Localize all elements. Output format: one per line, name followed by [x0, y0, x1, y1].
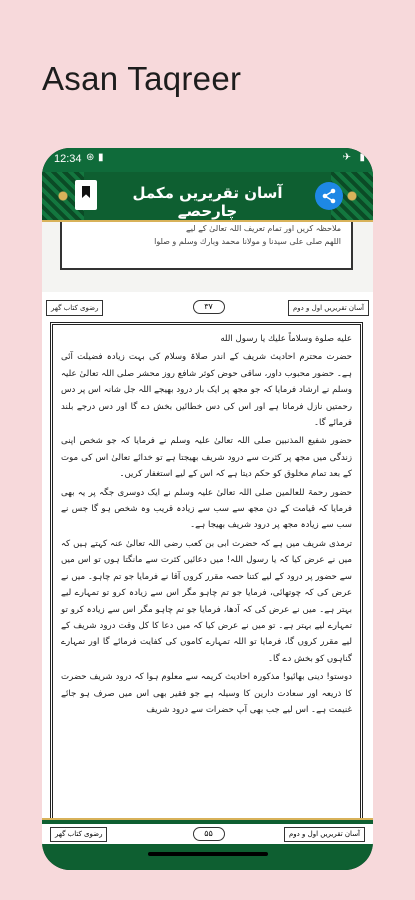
page-line: ملاحظہ کریں اور تمام تعریف اللہ تعالیٰ کے لیے: [186, 224, 341, 233]
page-line: اللهم صلى على سيدنا و مولانا محمد وبارك وسلم و صلوا: [154, 237, 341, 246]
phone-frame: [42, 148, 373, 870]
footer-page-number: ۵۵: [193, 827, 225, 841]
app-bar: [42, 172, 373, 222]
page-header-book-title: آسان تقریریں اول و دوم: [288, 300, 369, 316]
paragraph: ترمذی شریف میں ہے کہ حضرت ابی بن کعب رضی اللہ تعالیٰ عنہ کہتے ہیں کہ میں نے عرض کیا کہ یا رسول اللہ! میں دعائیں کثرت سے مانگتا ہوں تو اس میں سے حضور پر درود کے لیے کتنا حصہ مقرر کروں آقا نے فرمایا جو تم چاہو۔ میں نے عرض کی کہ چوتھائی، فرمایا جو تم چاہو مگر اس سے زیادہ کرو تو تمہارے لیے بہتر ہے۔ میں نے عرض کی کہ آدھا، فرمایا جو تم چاہو مگر اس سے زیادہ کرو تو تمہارے لیے بہتر ہے۔ تو میں نے عرض کیا کہ میں دعا کا کل وقت درود شریف کے لیے مقرر کروں گا، فرمایا تو اللہ تمہارے کاموں کی کفایت فرمائے گا اور تمہارے گناہوں کو بخش دے گا۔: [61, 538, 352, 664]
paragraph: حضور رحمۃ للعالمین صلی اللہ تعالیٰ علیہ وسلم نے ایک دوسری جگہ پر یہ بھی فرمایا کہ قیامت کے دن مجھ سے سب سے زیادہ قریب وہ شخص ہو گا جس نے سب سے زیادہ مجھ پر درود شریف بھیجا ہے۔: [61, 487, 352, 531]
previous-page-fragment: [60, 222, 353, 270]
app-title: آسان تقریریں مکمل چارحصے: [132, 184, 283, 220]
home-indicator[interactable]: [148, 852, 268, 856]
page-header-publisher: رضوی کتاب گھر: [46, 300, 103, 316]
book-page: [42, 292, 373, 832]
book-page-viewer[interactable]: [42, 222, 373, 852]
download-icon: ▮: [98, 152, 104, 163]
next-page-fragment: [42, 824, 373, 844]
bookmark-icon: [82, 186, 90, 198]
status-time: 12:34: [54, 153, 82, 165]
paragraph: عليه صلوة وسلاماً عليك يا رسول الله: [220, 334, 352, 344]
page-number: ۳۷: [193, 300, 225, 314]
bookmark-button[interactable]: [75, 180, 97, 210]
notification-icon: ⊛: [86, 152, 95, 163]
paragraph: حضرت محترم احادیث شریف کے اندر صلاۃ وسلام کی بہت زیادہ فضیلت آئی ہے۔ حضور محبوب داور، ساقی حوض کوثر شافع روز محشر صلی اللہ تعالیٰ علیہ وسلم نے ارشاد فرمایا کہ جو مجھ پر ایک بار درود بھیجے اللہ جل شانہ اس پر دس رحمتیں نازل فرماتا ہے اور اس کی دس خطائیں بخش دے گا اور دس درجے بلند فرمائے گا۔: [61, 352, 352, 429]
page-header: [46, 300, 369, 316]
footer-book-title: آسان تقریریں اول و دوم: [284, 827, 365, 842]
share-button[interactable]: [315, 182, 343, 210]
battery-icon: ▮: [359, 152, 365, 163]
status-bar: [42, 148, 373, 172]
airplane-icon: ✈: [342, 152, 351, 163]
promo-title: Asan Taqreer: [42, 60, 242, 97]
paragraph: حضور شفیع المذنبین صلی اللہ تعالیٰ علیہ وسلم نے فرمایا کہ جو شخص اپنی زندگی میں مجھ پر کثرت سے درود شریف بھیجتا ہے تو خدائے تعالیٰ اس کی موت کے بعد تمام مخلوق کو حکم دیتا ہے کہ اس کے لیے استغفار کریں۔: [61, 436, 352, 480]
page-body: [50, 322, 363, 846]
share-icon: [321, 188, 337, 204]
bottom-nav: [42, 818, 373, 870]
footer-publisher: رضوی کتاب گھر: [50, 827, 107, 842]
paragraph: دوستو! دینی بھائیو! مذکورہ احادیث کریمہ سے معلوم ہوا کہ درود شریف حضرت کا ذریعہ اور سعادت دارین کا وسیلہ ہے جو فقیر بھی اس میں صرف ہو جائے غنیمت ہے۔ اس لیے جب بھی آپ حضرات سے درود شریف: [61, 672, 352, 715]
